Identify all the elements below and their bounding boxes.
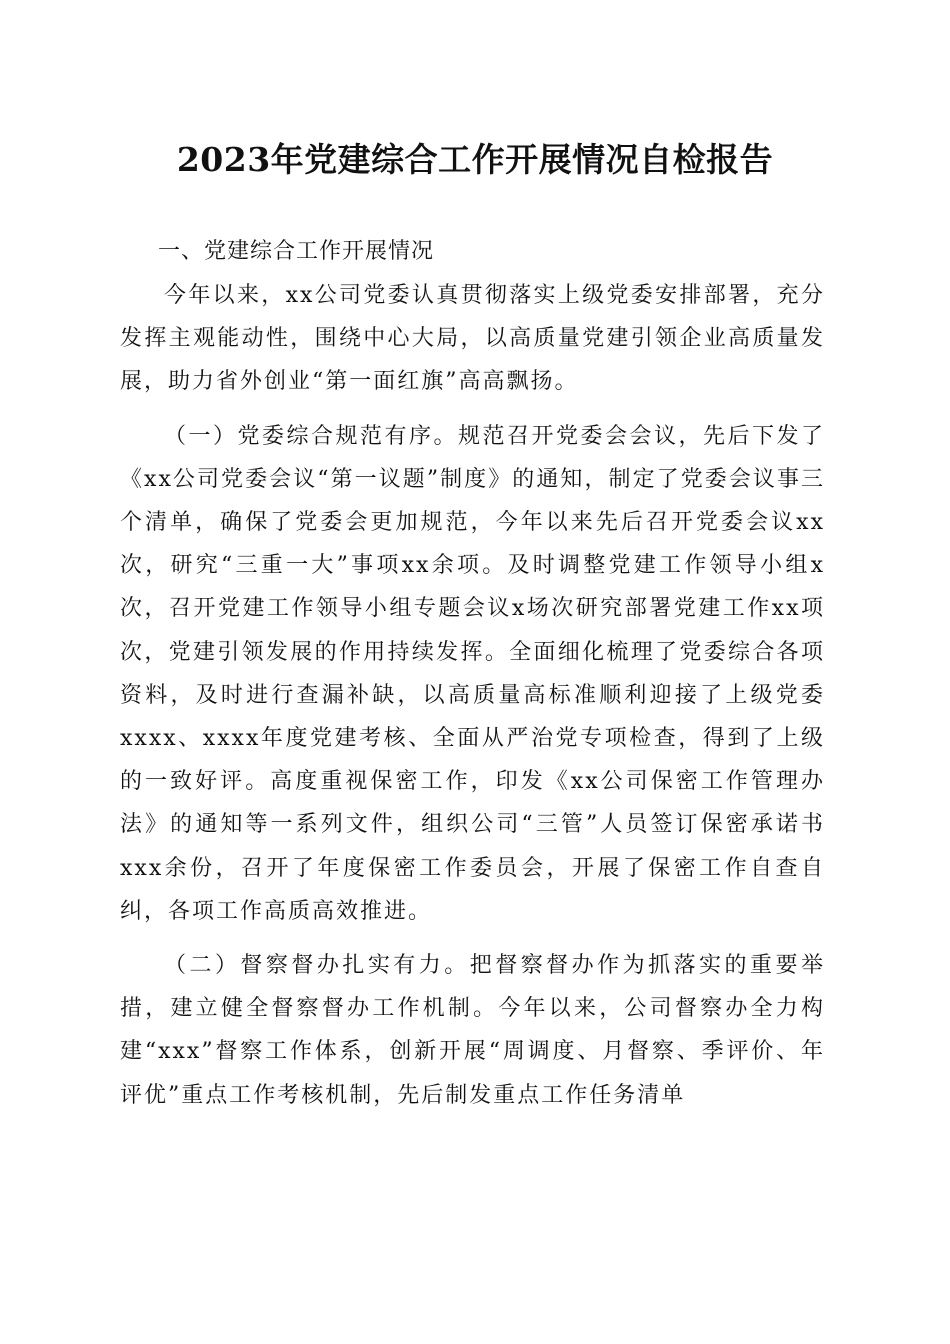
section-heading: 一、党建综合工作开展情况 [158, 239, 435, 264]
item2-lead: （二）督察督办扎实有力。 [164, 953, 470, 979]
item2-paragraph [120, 944, 825, 1117]
paragraph-spacer [120, 404, 825, 415]
item1-lead: （一）党委综合规范有序。 [164, 423, 458, 449]
document-title: 2023年党建综合工作开展情况自检报告 [176, 140, 774, 179]
item1-text: 规范召开党委会会议，先后下发了《xx公司党委会议“第一议题”制度》的通知，制定了党委会议事三个清单，确保了党委会更加规范，今年以来先后召开党委会议xx次，研究“三重一大”事项xx余项。及时调整党建工作领导小组x次，召开党建工作领导小组专题会议x场次研究部署党建工作xx项次，党建引领发展的作用持续发挥。全面细化梳理了党委综合各项资料，及时进行查漏补缺，以高质量高标准顺利迎接了上级党委xxxx、xxxx年度党建考核、全面从严治党专项检查，得到了上级的一致好评。高度重视保密工作，印发《xx公司保密工作管理办法》的通知等一系列文件，组织公司“三管”人员签订保密承诺书xxx余份，召开了年度保密工作委员会，开展了保密工作自查自纠，各项工作高质高效推进。 [120, 423, 825, 924]
document-body [120, 230, 825, 1117]
item1-paragraph [120, 415, 825, 933]
intro-paragraph: 今年以来，xx公司党委认真贯彻落实上级党委安排部署，充分发挥主观能动性，围绕中心大局，以高质量党建引领企业高质量发展，助力省外创业“第一面红旗”高高飘扬。 [120, 283, 825, 395]
item2-text: 把督察督办作为抓落实的重要举措，建立健全督察督办工作机制。今年以来，公司督察办全力构建“xxx”督察工作体系，创新开展“周调度、月督察、季评价、年评优”重点工作考核机制，先后制发重点工作任务清单 [120, 953, 825, 1108]
paragraph-spacer [120, 933, 825, 944]
